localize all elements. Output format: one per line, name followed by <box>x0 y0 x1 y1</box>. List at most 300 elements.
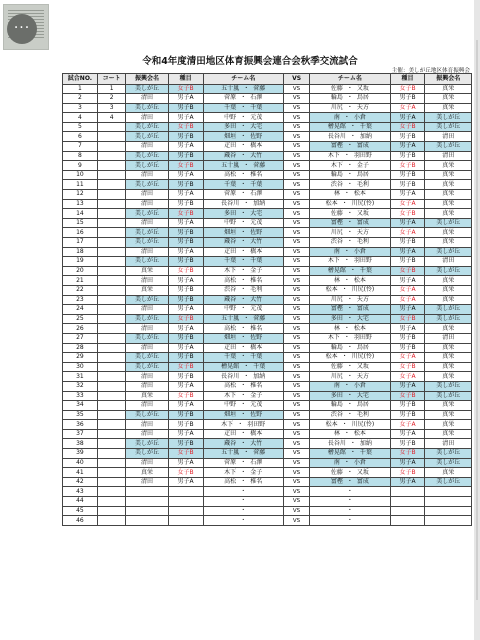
team-cell <box>203 449 283 459</box>
association-cell-2: 美しが丘 <box>425 266 472 276</box>
scrollbar[interactable] <box>474 0 480 640</box>
team-cell <box>203 516 283 526</box>
player-1-name: 疋田 <box>224 142 237 150</box>
player-1-name: 木下 <box>327 334 340 342</box>
team-cell-2 <box>310 276 390 286</box>
player-2-name: 佐野 <box>250 132 263 140</box>
name-separator: ・ <box>240 94 247 102</box>
name-separator: ・ <box>346 171 353 179</box>
court-cell <box>97 285 126 295</box>
name-separator: ・ <box>240 142 247 150</box>
table-row <box>63 458 472 468</box>
vs-cell: VS <box>283 381 309 391</box>
table-row <box>63 84 472 94</box>
court-cell <box>97 458 126 468</box>
player-2-name: 大竹 <box>250 439 263 447</box>
court-cell: 2 <box>97 94 126 104</box>
event-cell: 男子A <box>168 343 203 353</box>
match-no-cell: 28 <box>63 343 98 353</box>
event-cell: 女子B <box>168 391 203 401</box>
player-2-name: 石澤 <box>250 94 263 102</box>
team-cell-2 <box>310 209 390 219</box>
match-no-cell: 39 <box>63 449 98 459</box>
association-cell <box>126 516 168 526</box>
player-2-name: 加納 <box>359 132 372 140</box>
player-1-name: 五十嵐 <box>221 161 240 169</box>
team-cell <box>203 209 283 219</box>
player-1-name: 松本 <box>325 286 338 294</box>
name-separator: ・ <box>240 305 247 313</box>
event-cell-2 <box>390 487 425 497</box>
match-no-cell: 17 <box>63 238 98 248</box>
name-separator: ・ <box>349 267 356 275</box>
vs-cell: VS <box>283 314 309 324</box>
player-1-name: 佐藤 <box>330 209 343 217</box>
table-row <box>63 449 472 459</box>
name-separator: ・ <box>346 506 353 514</box>
player-2-name: 橋本 <box>250 430 263 438</box>
court-cell <box>97 276 126 286</box>
table-row <box>63 103 472 113</box>
team-cell <box>203 362 283 372</box>
association-cell-2: 清田 <box>425 439 472 449</box>
team-cell <box>203 487 283 497</box>
event-cell-2: 男子B <box>390 238 425 248</box>
player-2-name: 富成 <box>356 305 369 313</box>
player-1-name: 富樫 <box>330 478 343 486</box>
header-team: チーム名 <box>203 74 283 85</box>
association-cell-2: 美しが丘 <box>425 449 472 459</box>
match-schedule-table <box>62 73 472 526</box>
match-no-cell: 6 <box>63 132 98 142</box>
player-2-name: 菅藤 <box>253 449 266 457</box>
player-1-name: 畑垣 <box>224 132 237 140</box>
vs-cell: VS <box>283 94 309 104</box>
name-separator: ・ <box>240 382 247 390</box>
event-cell: 女子B <box>168 122 203 132</box>
event-cell: 男子A <box>168 190 203 200</box>
match-no-cell: 23 <box>63 295 98 305</box>
name-separator: ・ <box>346 103 353 111</box>
match-no-cell: 1 <box>63 84 98 94</box>
association-cell-2: 真栄 <box>425 420 472 430</box>
team-cell-2 <box>310 314 390 324</box>
event-cell-2 <box>390 497 425 507</box>
team-cell-2 <box>310 218 390 228</box>
player-2-name: 鳥居 <box>356 343 369 351</box>
player-1-name: 渋谷 <box>224 286 237 294</box>
player-1-name: 輪島 <box>330 343 343 351</box>
association-cell-2: 真栄 <box>425 94 472 104</box>
table-row <box>63 362 472 372</box>
player-1-name: 松本 <box>325 353 338 361</box>
table-row <box>63 218 472 228</box>
player-1-name: 檜晃館 <box>327 123 346 131</box>
table-row <box>63 410 472 420</box>
team-cell-2 <box>310 161 390 171</box>
court-cell <box>97 132 126 142</box>
player-2-name: 加納 <box>253 372 266 380</box>
name-separator: ・ <box>240 209 247 217</box>
event-cell-2: 男子B <box>390 180 425 190</box>
player-1-name: 南 <box>333 247 340 255</box>
event-cell-2: 女子B <box>390 449 425 459</box>
player-1-name: 檜晃館 <box>327 267 346 275</box>
table-row <box>63 343 472 353</box>
player-1-name: 木下 <box>330 161 343 169</box>
association-cell: 清田 <box>126 420 168 430</box>
vs-cell: VS <box>283 228 309 238</box>
player-2-name: 大宅 <box>250 123 263 131</box>
table-row <box>63 381 472 391</box>
team-cell-2 <box>310 391 390 401</box>
name-separator: ・ <box>237 420 244 428</box>
player-1-name: 川尻 <box>330 372 343 380</box>
header-association: 振興会名 <box>126 74 168 85</box>
vs-cell: VS <box>283 209 309 219</box>
team-cell-2 <box>310 305 390 315</box>
name-separator: ・ <box>343 257 350 265</box>
team-cell <box>203 353 283 363</box>
name-separator: ・ <box>341 420 348 428</box>
team-cell-2 <box>310 420 390 430</box>
team-cell <box>203 372 283 382</box>
court-cell <box>97 151 126 161</box>
player-2-name: 金子 <box>356 161 369 169</box>
table-row <box>63 94 472 104</box>
event-cell <box>168 497 203 507</box>
name-separator: ・ <box>346 468 353 476</box>
event-cell-2 <box>390 506 425 516</box>
document-title: 令和4年度清田地区体育振興会連合会秋季交流試合 <box>142 56 358 67</box>
association-cell-2: 真栄 <box>425 285 472 295</box>
court-cell <box>97 190 126 200</box>
name-separator: ・ <box>240 113 247 121</box>
event-cell: 女子B <box>168 362 203 372</box>
team-cell-2 <box>310 266 390 276</box>
name-separator: ・ <box>346 305 353 313</box>
court-cell <box>97 468 126 478</box>
association-cell-2 <box>425 506 472 516</box>
team-cell <box>203 506 283 516</box>
player-1-name: 多田 <box>330 315 343 323</box>
vs-cell: VS <box>283 429 309 439</box>
court-cell <box>97 209 126 219</box>
name-separator: ・ <box>349 132 356 140</box>
association-cell-2: 美しが丘 <box>425 314 472 324</box>
player-2-name: 加納 <box>253 199 266 207</box>
table-row <box>63 238 472 248</box>
association-cell: 真栄 <box>126 468 168 478</box>
name-separator: ・ <box>240 190 247 198</box>
team-cell-2 <box>310 362 390 372</box>
table-row <box>63 161 472 171</box>
association-cell: 美しが丘 <box>126 84 168 94</box>
table-row <box>63 429 472 439</box>
event-cell-2: 女子A <box>390 372 425 382</box>
table-row <box>63 151 472 161</box>
team-cell-2 <box>310 94 390 104</box>
vs-cell: VS <box>283 132 309 142</box>
name-separator: ・ <box>343 458 350 466</box>
player-2-name: 菅藤 <box>253 84 266 92</box>
player-2-name: 千葉 <box>250 257 263 265</box>
player-2-name: 富成 <box>356 478 369 486</box>
vs-cell: VS <box>283 305 309 315</box>
player-1-name: 林 <box>333 430 340 438</box>
association-cell: 清田 <box>126 94 168 104</box>
match-no-cell: 29 <box>63 353 98 363</box>
table-row <box>63 190 472 200</box>
name-separator: ・ <box>346 410 353 418</box>
event-cell: 男子A <box>168 458 203 468</box>
association-cell <box>126 487 168 497</box>
match-no-cell: 9 <box>63 161 98 171</box>
match-no-cell: 10 <box>63 170 98 180</box>
player-1-name: 渋谷 <box>330 410 343 418</box>
table-row <box>63 506 472 516</box>
player-1-name: 松本 <box>325 420 338 428</box>
event-cell: 男子B <box>168 257 203 267</box>
player-2-name: 鳥居 <box>356 94 369 102</box>
team-cell <box>203 103 283 113</box>
vs-cell: VS <box>283 391 309 401</box>
player-2-name: 千葉 <box>250 103 263 111</box>
court-cell <box>97 238 126 248</box>
court-cell: 1 <box>97 84 126 94</box>
event-cell: 女子B <box>168 84 203 94</box>
team-cell <box>203 305 283 315</box>
name-separator: ・ <box>240 123 247 131</box>
player-1-name: 南 <box>333 382 340 390</box>
event-cell-2: 女子A <box>390 199 425 209</box>
name-separator: ・ <box>240 487 247 495</box>
vs-cell: VS <box>283 103 309 113</box>
association-cell: 清田 <box>126 276 168 286</box>
name-separator: ・ <box>240 324 247 332</box>
table-body <box>63 84 472 525</box>
team-cell-2 <box>310 487 390 497</box>
association-cell-2: 真栄 <box>425 199 472 209</box>
match-no-cell: 43 <box>63 487 98 497</box>
table-row <box>63 401 472 411</box>
court-cell <box>97 161 126 171</box>
team-cell <box>203 190 283 200</box>
team-cell-2 <box>310 333 390 343</box>
team-cell <box>203 343 283 353</box>
association-cell: 清田 <box>126 458 168 468</box>
player-2-name: 千葉 <box>253 363 266 371</box>
name-separator: ・ <box>346 516 353 524</box>
vs-cell: VS <box>283 161 309 171</box>
more-options-icon[interactable]: ··· <box>7 14 37 44</box>
player-2-name: 椎名 <box>250 171 263 179</box>
event-cell: 男子A <box>168 170 203 180</box>
match-no-cell: 20 <box>63 266 98 276</box>
team-cell-2 <box>310 247 390 257</box>
player-1-name: 千葉 <box>224 180 237 188</box>
event-cell-2: 女子A <box>390 295 425 305</box>
team-cell <box>203 477 283 487</box>
name-separator: ・ <box>240 401 247 409</box>
event-cell: 女子B <box>168 449 203 459</box>
team-cell-2 <box>310 477 390 487</box>
player-1-name: 佐藤 <box>330 468 343 476</box>
court-cell <box>97 199 126 209</box>
match-no-cell: 45 <box>63 506 98 516</box>
name-separator: ・ <box>240 497 247 505</box>
name-separator: ・ <box>346 142 353 150</box>
court-cell <box>97 142 126 152</box>
player-2-name: 羽田野 <box>247 420 266 428</box>
name-separator: ・ <box>240 228 247 236</box>
player-1-name: 長谷川 <box>221 372 240 380</box>
player-2-name: 毛利 <box>250 286 263 294</box>
team-cell <box>203 113 283 123</box>
player-2-name: 元茂 <box>250 113 263 121</box>
event-cell: 男子A <box>168 113 203 123</box>
player-1-name: 畑垣 <box>224 334 237 342</box>
association-cell: 美しが丘 <box>126 238 168 248</box>
match-no-cell: 25 <box>63 314 98 324</box>
event-cell: 男子B <box>168 439 203 449</box>
association-cell-2: 美しが丘 <box>425 247 472 257</box>
table-row <box>63 132 472 142</box>
association-cell: 清田 <box>126 324 168 334</box>
association-cell-2: 真栄 <box>425 238 472 248</box>
team-cell <box>203 122 283 132</box>
vs-cell: VS <box>283 238 309 248</box>
name-separator: ・ <box>346 497 353 505</box>
player-2-name: 佐野 <box>250 228 263 236</box>
table-row <box>63 142 472 152</box>
player-1-name: 五十嵐 <box>221 315 240 323</box>
player-1-name: 疋田 <box>224 343 237 351</box>
event-cell-2: 男子B <box>390 132 425 142</box>
name-separator: ・ <box>240 468 247 476</box>
name-separator: ・ <box>243 315 250 323</box>
player-2-name: 千葉 <box>359 449 372 457</box>
name-separator: ・ <box>240 295 247 303</box>
player-2-name: 川尻(怜) <box>351 286 375 294</box>
team-cell-2 <box>310 324 390 334</box>
player-2-name: 小倉 <box>353 458 366 466</box>
table-row <box>63 276 472 286</box>
player-1-name: 中野 <box>224 113 237 121</box>
name-separator: ・ <box>240 180 247 188</box>
name-separator: ・ <box>243 199 250 207</box>
association-cell: 真栄 <box>126 285 168 295</box>
player-1-name: 富樫 <box>330 219 343 227</box>
association-cell: 美しが丘 <box>126 180 168 190</box>
name-separator: ・ <box>346 295 353 303</box>
player-2-name: 大宅 <box>250 209 263 217</box>
event-cell: 男子B <box>168 285 203 295</box>
event-cell-2: 男子B <box>390 410 425 420</box>
vs-cell: VS <box>283 449 309 459</box>
team-cell-2 <box>310 410 390 420</box>
team-cell-2 <box>310 228 390 238</box>
team-cell-2 <box>310 516 390 526</box>
match-no-cell: 2 <box>63 94 98 104</box>
player-1-name: 五十嵐 <box>221 449 240 457</box>
association-cell: 美しが丘 <box>126 228 168 238</box>
match-no-cell: 36 <box>63 420 98 430</box>
association-cell-2: 真栄 <box>425 324 472 334</box>
name-separator: ・ <box>341 199 348 207</box>
name-separator: ・ <box>346 228 353 236</box>
player-2-name: 天方 <box>356 372 369 380</box>
team-cell-2 <box>310 151 390 161</box>
player-1-name: 多田 <box>224 123 237 131</box>
team-cell-2 <box>310 285 390 295</box>
match-no-cell: 42 <box>63 477 98 487</box>
player-1-name: 菅原 <box>224 94 237 102</box>
player-2-name: 又坂 <box>356 468 369 476</box>
court-cell <box>97 353 126 363</box>
association-cell: 美しが丘 <box>126 295 168 305</box>
event-cell: 男子A <box>168 324 203 334</box>
team-cell <box>203 94 283 104</box>
event-cell-2: 男子A <box>390 190 425 200</box>
team-cell <box>203 391 283 401</box>
court-cell <box>97 122 126 132</box>
name-separator: ・ <box>240 478 247 486</box>
name-separator: ・ <box>343 247 350 255</box>
scrollbar-thumb[interactable] <box>476 40 478 600</box>
team-cell <box>203 228 283 238</box>
player-1-name: 檜晃館 <box>327 449 346 457</box>
event-cell: 男子A <box>168 142 203 152</box>
event-cell-2: 女子B <box>390 209 425 219</box>
team-cell-2 <box>310 199 390 209</box>
association-cell: 清田 <box>126 401 168 411</box>
association-cell-2: 美しが丘 <box>425 391 472 401</box>
team-cell-2 <box>310 468 390 478</box>
court-cell <box>97 247 126 257</box>
name-separator: ・ <box>346 161 353 169</box>
event-cell-2: 男子A <box>390 458 425 468</box>
table-row <box>63 113 472 123</box>
court-cell <box>97 401 126 411</box>
player-2-name: 菅藤 <box>253 161 266 169</box>
name-separator: ・ <box>240 257 247 265</box>
table-row <box>63 333 472 343</box>
team-cell-2 <box>310 458 390 468</box>
event-cell: 女子B <box>168 209 203 219</box>
team-cell <box>203 420 283 430</box>
association-cell-2: 真栄 <box>425 468 472 478</box>
court-cell <box>97 295 126 305</box>
court-cell <box>97 516 126 526</box>
player-1-name: 富樫 <box>330 142 343 150</box>
match-no-cell: 31 <box>63 372 98 382</box>
match-no-cell: 27 <box>63 333 98 343</box>
player-1-name: 川尻 <box>330 228 343 236</box>
vs-cell: VS <box>283 468 309 478</box>
team-cell <box>203 324 283 334</box>
association-cell <box>126 506 168 516</box>
match-no-cell: 35 <box>63 410 98 420</box>
team-cell <box>203 410 283 420</box>
player-1-name: 川尻 <box>330 103 343 111</box>
vs-cell: VS <box>283 516 309 526</box>
event-cell-2: 女子B <box>390 468 425 478</box>
match-no-cell: 21 <box>63 276 98 286</box>
event-cell: 男子B <box>168 333 203 343</box>
table-header-row <box>63 74 472 85</box>
name-separator: ・ <box>343 430 350 438</box>
